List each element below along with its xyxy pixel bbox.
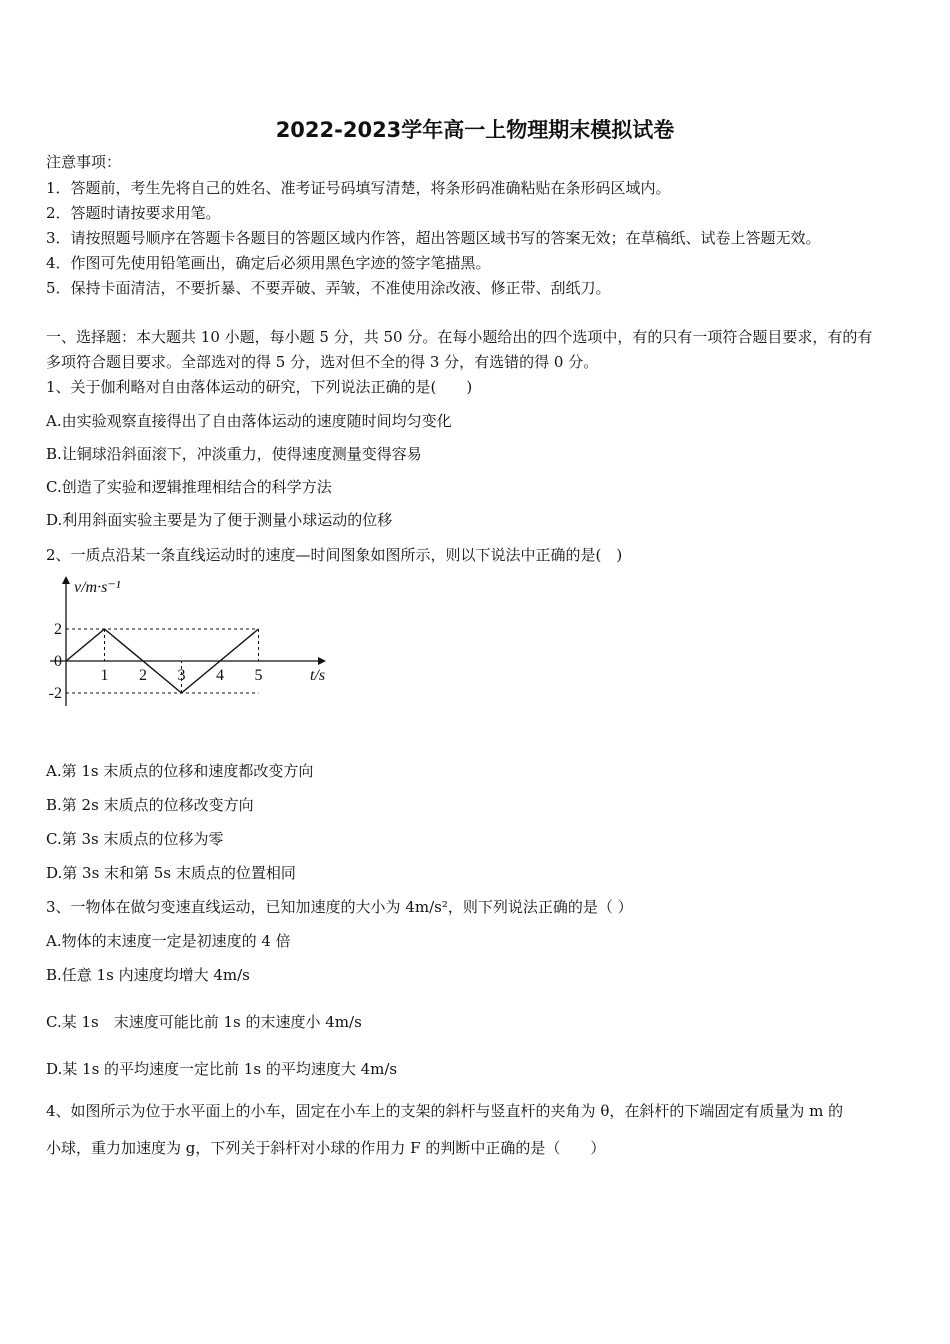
q3-stem: 3、一物体在做匀变速直线运动，已知加速度的大小为 4m/s²，则下列说法正确的是（ ） — [46, 898, 633, 916]
q4-stem-line2: 小球，重力加速度为 g，下列关于斜杆对小球的作用力 F 的判断中正确的是（ ） — [46, 1139, 606, 1157]
q3-option-d: D.某 1s 的平均速度一定比前 1s 的平均速度大 4m/s — [46, 1060, 398, 1078]
x-tick-label: 4 — [216, 667, 224, 684]
x-tick-label: 5 — [254, 667, 263, 684]
notice-item: 3．请按照题号顺序在答题卡各题目的答题区域内作答，超出答题区域书写的答案无效；在草稿纸、试卷上答题无效。 — [46, 229, 821, 247]
x-axis-arrow — [318, 657, 326, 665]
q1-option-c: C.创造了实验和逻辑推理相结合的科学方法 — [46, 478, 332, 496]
q3-option-a: A.物体的末速度一定是初速度的 4 倍 — [46, 932, 291, 950]
y-tick-label: 0 — [54, 653, 62, 670]
q2-stem: 2、一质点沿某一条直线运动时的速度—时间图象如图所示，则以下说法中正确的是( ) — [46, 546, 623, 564]
notice-heading: 注意事项： — [46, 153, 122, 171]
q1-option-d: D.利用斜面实验主要是为了便于测量小球运动的位移 — [46, 511, 393, 529]
notice-item: 2．答题时请按要求用笔。 — [46, 204, 221, 222]
q2-option-d: D.第 3s 末和第 5s 末质点的位置相同 — [46, 864, 296, 882]
section-heading-line2: 多项符合题目要求。全部选对的得 5 分，选对但不全的得 3 分，有选错的得 0 分。 — [46, 353, 599, 371]
q2-option-a: A.第 1s 末质点的位移和速度都改变方向 — [46, 762, 314, 780]
q1-stem: 1、关于伽利略对自由落体运动的研究，下列说法正确的是( ) — [46, 378, 473, 396]
q4-stem-line1: 4、如图所示为位于水平面上的小车，固定在小车上的支架的斜杆与竖直杆的夹角为 θ，在斜杆的下端固定有质量为 m 的 — [46, 1102, 844, 1120]
velocity-time-graph — [40, 572, 350, 712]
notice-item: 5．保持卡面清洁，不要折暴、不要弄破、弄皱，不准使用涂改液、修正带、刮纸刀。 — [46, 279, 611, 297]
q3-option-c: C.某 1s 末速度可能比前 1s 的末速度小 4m/s — [46, 1013, 362, 1031]
y-axis-label: v/m·s⁻¹ — [74, 579, 121, 596]
q3-option-b: B.任意 1s 内速度均增大 4m/s — [46, 966, 250, 984]
q2-option-b: B.第 2s 末质点的位移改变方向 — [46, 796, 254, 814]
section-heading-line1: 一、选择题：本大题共 10 小题，每小题 5 分，共 50 分。在每小题给出的四个选项中，有的只有一项符合题目要求，有的有 — [46, 328, 873, 346]
q1-option-b: B.让铜球沿斜面滚下，冲淡重力，使得速度测量变得容易 — [46, 445, 422, 463]
y-tick-label: 2 — [54, 621, 62, 638]
q2-option-c: C.第 3s 末质点的位移为零 — [46, 830, 224, 848]
y-tick-label: -2 — [48, 685, 62, 702]
page-title: 2022-2023学年高一上物理期末模拟试卷 — [275, 118, 675, 142]
y-axis-arrow — [62, 576, 70, 584]
notice-item: 1．答题前，考生先将自己的姓名、准考证号码填写清楚，将条形码准确粘贴在条形码区域内。 — [46, 179, 671, 197]
x-tick-label: 1 — [100, 667, 109, 684]
notice-item: 4．作图可先使用铅笔画出，确定后必须用黑色字迹的签字笔描黑。 — [46, 254, 491, 272]
x-axis-label: t/s — [310, 667, 326, 684]
q1-option-a: A.由实验观察直接得出了自由落体运动的速度随时间均匀变化 — [46, 412, 452, 430]
x-tick-label: 3 — [177, 667, 186, 684]
x-tick-label: 2 — [139, 667, 147, 684]
